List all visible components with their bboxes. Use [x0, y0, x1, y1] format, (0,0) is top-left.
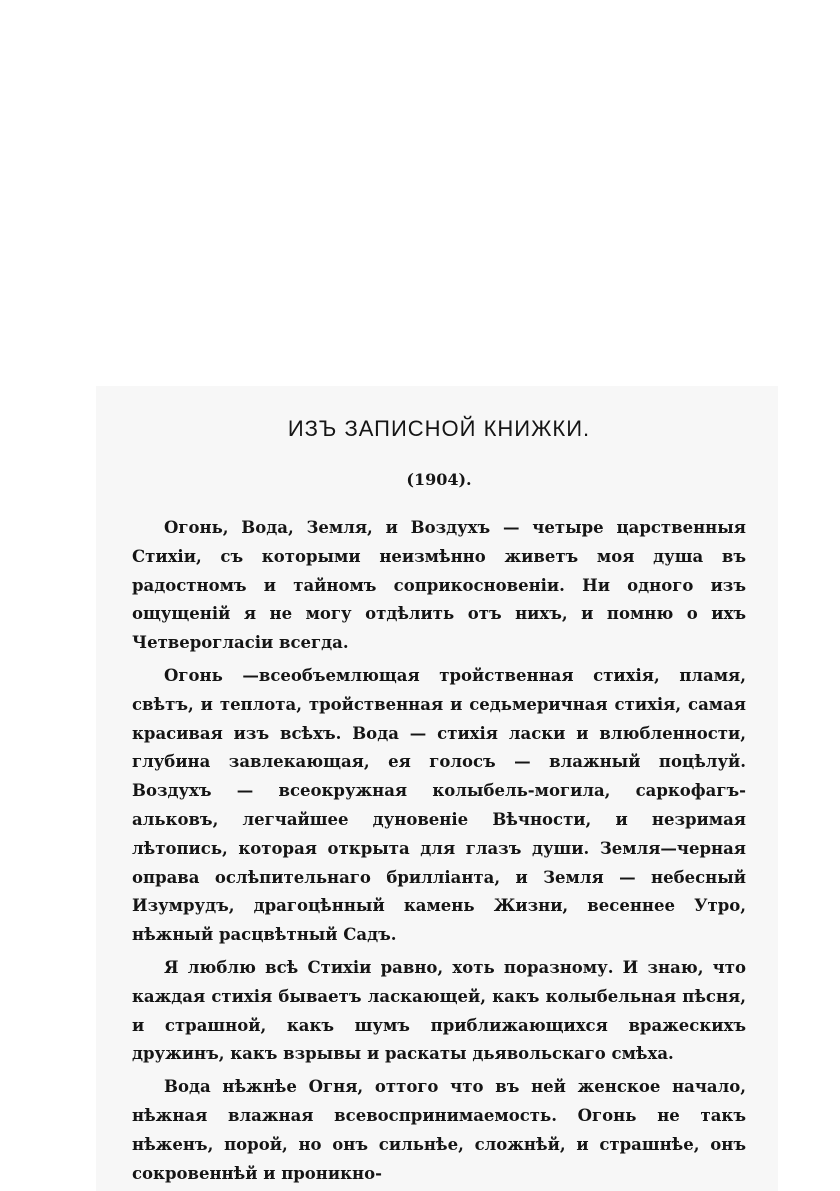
- paragraph-2: Огонь —всеобъемлющая тройственная стихiя, пламя, свѣтъ, и теплота, тройственная и седьмеричная стихiя, самая красивая изъ всѣхъ. Вода — стихiя ласки и влюбленности, глубина завлекающая, ея голосъ — влажный поцѣлуй. Воздухъ — всеокружная колыбель-могила, саркофагъ-альковъ, легчайшее дуновенiе Вѣчности, и незримая лѣтопись, которая открыта для глазъ души. Земля—черная оправа ослѣпительнаго бриллiанта, и Земля — небесный Изумрудъ, драгоцѣнный камень Жизни, весеннее Утро, нѣжный расцвѣтный Садъ.: [132, 665, 746, 945]
- document-body: [132, 400, 746, 1188]
- paragraph-3: Я люблю всѣ Стихiи равно, хоть поразному. И знаю, что каждая стихiя бываетъ ласкающей, какъ колыбельная пѣсня, и страшной, какъ шумъ приближающихся вражескихъ дружинъ, какъ взрывы и раскаты дьявольскаго смѣха.: [132, 957, 746, 1064]
- paragraph-4: Вода нѣжнѣе Огня, оттого что въ ней женское начало, нѣжная влажная всевоспринимаемость. Огонь не такъ нѣженъ, порой, но онъ сильнѣе, сложнѣй, и страшнѣе, онъ сокровеннѣй и проникно-: [132, 1077, 746, 1183]
- year-label: (1904).: [406, 470, 472, 489]
- paragraph-1: Огонь, Вода, Земля, и Воздухъ — четыре царственныя Стихiи, съ которыми неизмѣнно живетъ моя душа въ радостномъ и тайномъ соприкосновенiи. Ни одного изъ ощущенiй я не могу отдѣлить отъ нихъ, и помню о ихъ Четверогласiи всегда.: [132, 518, 746, 653]
- page-title: ИЗЪ ЗАПИСНОЙ КНИЖКИ.: [287, 416, 591, 441]
